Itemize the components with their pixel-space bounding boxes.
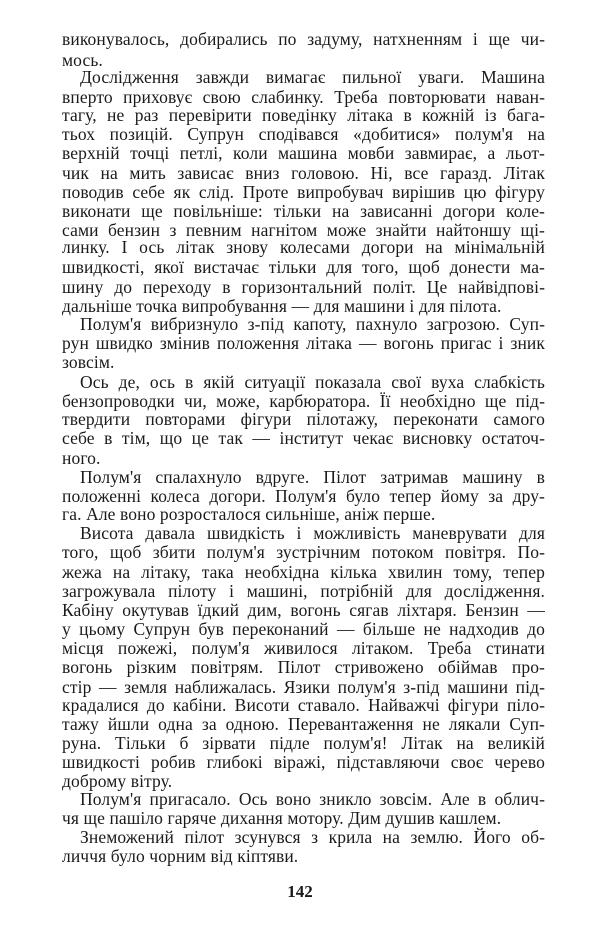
text-line: руна. Тільки б зірвати підле полум'я! Літак на великій: [62, 733, 545, 753]
text-line: тажу йшли одна за одною. Перевантаження не лякали Суп-: [62, 714, 545, 734]
text-line: Знеможений пілот зсунувся з крила на землю. Його об-: [80, 827, 545, 847]
text-line: личчя було чорним від кіптяви.: [62, 846, 299, 866]
page-number: 142: [287, 882, 313, 901]
text-line: доброму вітру.: [62, 771, 173, 791]
text-line: Дослідження завжди вимагає пильної уваги. Машина: [80, 67, 545, 87]
text-line: Полум'я пригасало. Ось воно зникло зовсім. Але в облич-: [80, 789, 545, 809]
text-line: крадалися до кабіни. Висоти ставало. Найважчі фігури піло-: [62, 695, 545, 715]
text-line: ного.: [62, 448, 101, 468]
text-line: рун швидко змінив положення літака — вогонь пригас і зник: [62, 333, 545, 353]
text-line: мось.: [62, 50, 103, 70]
text-line: чик на мить зависає вниз головою. Ні, все гаразд. Літак: [62, 163, 545, 183]
text-line: у цьому Супрун був переконаний — більше не надходив до: [62, 619, 545, 639]
text-line: зовсім.: [62, 352, 115, 372]
text-line: виконати ще повільніше: тільки на зависанні догори коле-: [62, 201, 545, 221]
text-line: стір — земля наближалась. Язики полум'я з-під машини під-: [62, 677, 545, 697]
text-line: загрожувала пілоту і машині, потрібній для дослідження.: [62, 581, 545, 601]
text-line: верхній точці петлі, коли машина мовби завмирає, а льот-: [62, 143, 545, 163]
text-line: того, щоб збити полум'я зустрічним потоком повітря. По-: [62, 542, 545, 562]
text-line: дальніше точка випробування — для машини і для пілота.: [62, 296, 502, 316]
text-line: шину до переходу в горизонтальний політ. Це найвідпові-: [62, 277, 545, 297]
text-line: швидкості, якої вистачає тільки для того, щоб донести ма-: [62, 257, 545, 277]
text-line: сами бензин з певним нагнітом може знайти найтоншу щі-: [62, 220, 545, 240]
text-line: положенні колеса догори. Полум'я було тепер йому за дру-: [62, 486, 545, 506]
text-line: жежа на літаку, така необхідна кілька хвилин тому, тепер: [62, 562, 545, 582]
text-line: чя ще пашіло гаряче дихання мотору. Дим душив кашлем.: [62, 808, 502, 828]
text-line: місця пожежі, полум'я живилося літаком. Треба стинати: [62, 638, 545, 658]
text-line: Висота давала швидкість і можливість маневрувати для: [80, 523, 545, 543]
text-line: га. Але воно розросталося сильніше, аніж перше.: [62, 504, 436, 524]
text-line: швидкості робив глибокі віражі, підставляючи своє черево: [62, 752, 545, 772]
text-line: себе в тім, що це так — інститут чекає висновку остаточ-: [62, 428, 545, 448]
text-line: тагу, не раз перевірити поведінку літака в кожній із бага-: [62, 105, 545, 125]
text-line: поводив себе як слід. Проте випробувач вирішив цю фігуру: [62, 182, 545, 202]
text-line: виконувалось, добирались по задуму, натхненням і ще чи-: [62, 29, 545, 49]
text-line: Кабіну окутував їдкий дим, вогонь сягав ліхтаря. Бензин —: [62, 600, 545, 620]
text-line: вперто приховує свою слабинку. Треба повторювати наван-: [62, 87, 545, 107]
text-line: бензопроводки чи, може, карбюратора. Її необхідно ще під-: [62, 391, 545, 411]
text-line: тьох позицій. Супрун сподівався «добитися» полум'я на: [62, 124, 545, 144]
text-line: вогонь різким повітрям. Пілот стривожено обіймав про-: [62, 657, 545, 677]
text-line: Полум'я вибризнуло з-під капоту, пахнуло загрозою. Суп-: [80, 314, 545, 334]
text-line: линку. І ось літак знову колесами догори на мінімальній: [62, 237, 545, 257]
text-line: Ось де, ось в якій ситуації показала свої вуха слабкість: [80, 372, 545, 392]
text-line: твердити повторами фігури пілотажу, переконати самого: [62, 409, 545, 429]
text-line: Полум'я спалахнуло вдруге. Пілот затримав машину в: [80, 467, 545, 487]
